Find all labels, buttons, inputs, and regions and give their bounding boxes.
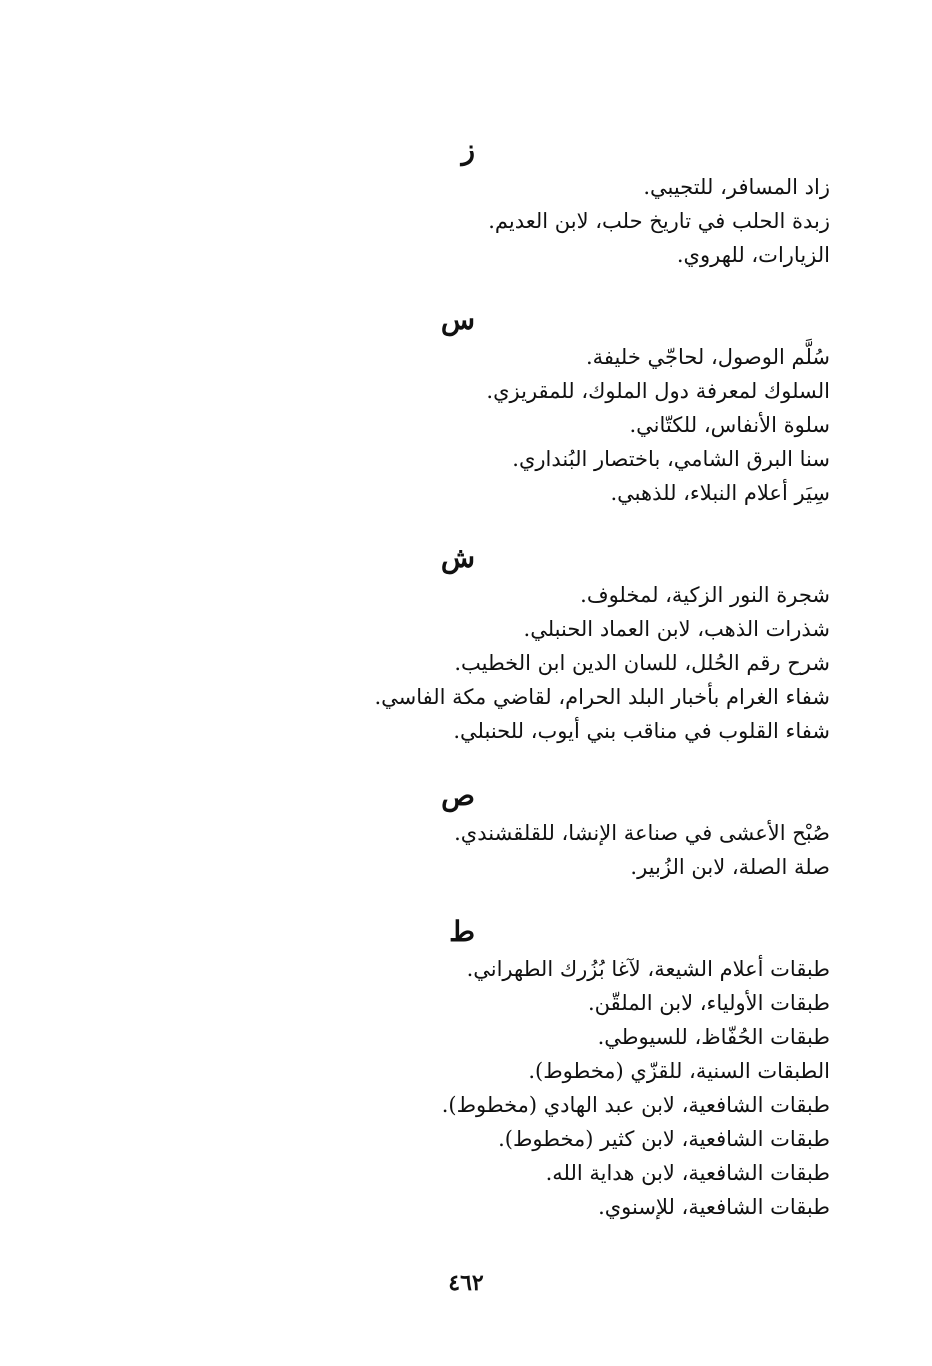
bibliography-entry: الزيارات، للهروي. xyxy=(676,243,830,267)
bibliography-entry: طبقات أعلام الشيعة، لآغا بُزُرك الطهراني. xyxy=(466,957,830,981)
bibliography-entry: سِيَر أعلام النبلاء، للذهبي. xyxy=(610,481,830,505)
bibliography-entry: الطبقات السنية، للقزّي (مخطوط). xyxy=(528,1059,830,1083)
section-spacer xyxy=(270,884,830,912)
bibliography-entry: طبقات الشافعية، لابن هداية الله. xyxy=(545,1161,830,1185)
section-letter: ط xyxy=(449,915,475,948)
section-ta xyxy=(270,912,830,1224)
bibliography-entry: زبدة الحلب في تاريخ حلب، لابن العديم. xyxy=(488,209,830,233)
bibliography-entry: شفاء القلوب في مناقب بني أيوب، للحنبلي. xyxy=(453,719,830,743)
section-sad xyxy=(270,776,830,884)
section-letter: ش xyxy=(440,541,475,574)
section-spacer xyxy=(270,510,830,538)
section-shin xyxy=(270,538,830,748)
section-letter: ز xyxy=(461,133,475,166)
section-spacer xyxy=(270,748,830,776)
section-spacer xyxy=(270,272,830,300)
section-sin xyxy=(270,300,830,510)
bibliography-entry: طبقات الشافعية، لابن كثير (مخطوط). xyxy=(498,1127,830,1151)
bibliography-entry: سنا البرق الشامي، باختصار البُنداري. xyxy=(512,447,830,471)
bibliography-entry: السلوك لمعرفة دول الملوك، للمقريزي. xyxy=(486,379,830,403)
bibliography-entry: طبقات الشافعية، لابن عبد الهادي (مخطوط). xyxy=(441,1093,830,1117)
bibliography-entry: طبقات الحُفّاظ، للسيوطي. xyxy=(597,1025,830,1049)
bibliography-entry: سلوة الأنفاس، للكتّاني. xyxy=(629,413,830,437)
bibliography-entry: صُبْح الأعشى في صناعة الإنشا، للقلقشندي. xyxy=(454,821,830,845)
bibliography-entry: شرح رقم الحُلل، للسان الدين ابن الخطيب. xyxy=(454,651,830,675)
page-number: ٤٦٢ xyxy=(448,1270,484,1296)
bibliography-entry: شذرات الذهب، لابن العماد الحنبلي. xyxy=(523,617,830,641)
bibliography-entry: طبقات الأولياء، لابن الملقّن. xyxy=(587,991,830,1015)
bibliography-entry: صلة الصلة، لابن الزُبير. xyxy=(630,855,830,879)
section-zay xyxy=(270,130,830,272)
bibliography-entry: شفاء الغرام بأخبار البلد الحرام، لقاضي مكة الفاسي. xyxy=(374,685,830,709)
bibliography-list xyxy=(270,130,830,1224)
section-letter: ص xyxy=(441,779,475,812)
bibliography-entry: شجرة النور الزكية، لمخلوف. xyxy=(580,583,830,607)
bibliography-entry: زاد المسافر، للتجيبي. xyxy=(643,175,830,199)
bibliography-entry: سُلَّم الوصول، لحاجّي خليفة. xyxy=(585,345,830,369)
section-letter: س xyxy=(440,303,475,336)
bibliography-entry: طبقات الشافعية، للإسنوي. xyxy=(598,1195,830,1219)
